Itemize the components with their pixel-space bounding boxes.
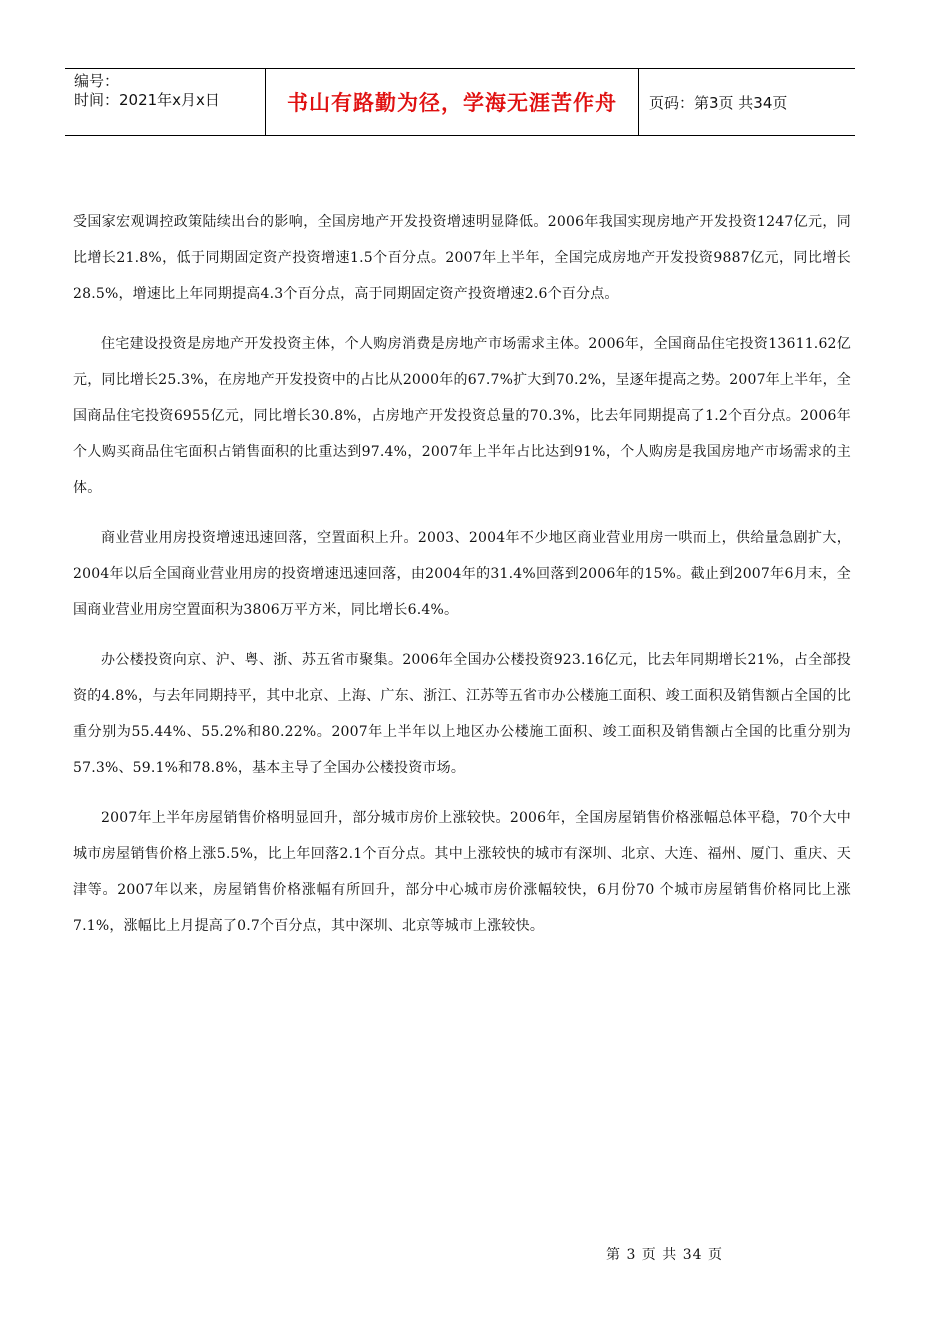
document-header: [65, 68, 855, 136]
time-label: 时间：2021年x月x日: [74, 91, 220, 109]
header-page-cell: [639, 69, 855, 135]
paragraph-office-investment: 办公楼投资向京、沪、粤、浙、苏五省市聚集。2006年全国办公楼投资923.16亿元，比去年同期增长21%，占全部投资的4.8%，与去年同期持平，其中北京、上海、广东、浙江、江苏等五省市办公楼施工面积、竣工面积及销售额占全国的比重分别为55.44%、55.2%和80.22%。2007年上半年以上地区办公楼施工面积、竣工面积及销售额占全国的比重分别为57.3%、59.1%和78.8%，基本主导了全国办公楼投资市场。: [73, 652, 851, 776]
page-footer: 第 3 页 共 34 页: [606, 1247, 723, 1263]
motto-text: 书山有路勤为径，学海无涯苦作舟: [287, 91, 617, 115]
paragraph-residential-investment: 住宅建设投资是房地产开发投资主体，个人购房消费是房地产市场需求主体。2006年，全国商品住宅投资13611.62亿元，同比增长25.3%，在房地产开发投资中的占比从2000年的67.7%扩大到70.2%，呈逐年提高之势。2007年上半年，全国商品住宅投资6955亿元，同比增长30.8%，占房地产开发投资总量的70.3%，比去年同期提高了1.2个百分点。2006年个人购买商品住宅面积占销售面积的比重达到97.4%，2007年上半年占比达到91%，个人购房是我国房地产市场需求的主体。: [73, 336, 851, 496]
paragraph-commercial-property: 商业营业用房投资增速迅速回落，空置面积上升。2003、2004年不少地区商业营业用房一哄而上，供给量急剧扩大，2004年以后全国商业营业用房的投资增速迅速回落，由2004年的31.4%回落到2006年的15%。截止到2007年6月末，全国商业营业用房空置面积为3806万平方米，同比增长6.4%。: [73, 530, 851, 618]
header-meta-cell: [65, 69, 266, 135]
document-body: [73, 204, 851, 944]
paragraph-housing-prices: 2007年上半年房屋销售价格明显回升，部分城市房价上涨较快。2006年，全国房屋销售价格涨幅总体平稳，70个大中城市房屋销售价格上涨5.5%，比上年回落2.1个百分点。其中上涨较快的城市有深圳、北京、大连、福州、厦门、重庆、天津等。2007年以来，房屋销售价格涨幅有所回升，部分中心城市房价涨幅较快，6月份70 个城市房屋销售价格同比上涨7.1%，涨幅比上月提高了0.7个百分点，其中深圳、北京等城市上涨较快。: [73, 810, 851, 934]
header-motto-cell: [266, 69, 639, 135]
number-label: 编号：: [74, 72, 120, 90]
paragraph-investment-growth: 受国家宏观调控政策陆续出台的影响，全国房地产开发投资增速明显降低。2006年我国实现房地产开发投资1247亿元，同比增长21.8%，低于同期固定资产投资增速1.5个百分点。2007年上半年，全国完成房地产开发投资9887亿元，同比增长28.5%，增速比上年同期提高4.3个百分点，高于同期固定资产投资增速2.6个百分点。: [73, 214, 851, 302]
page-info: 页码：第3页 共34页: [649, 93, 788, 112]
